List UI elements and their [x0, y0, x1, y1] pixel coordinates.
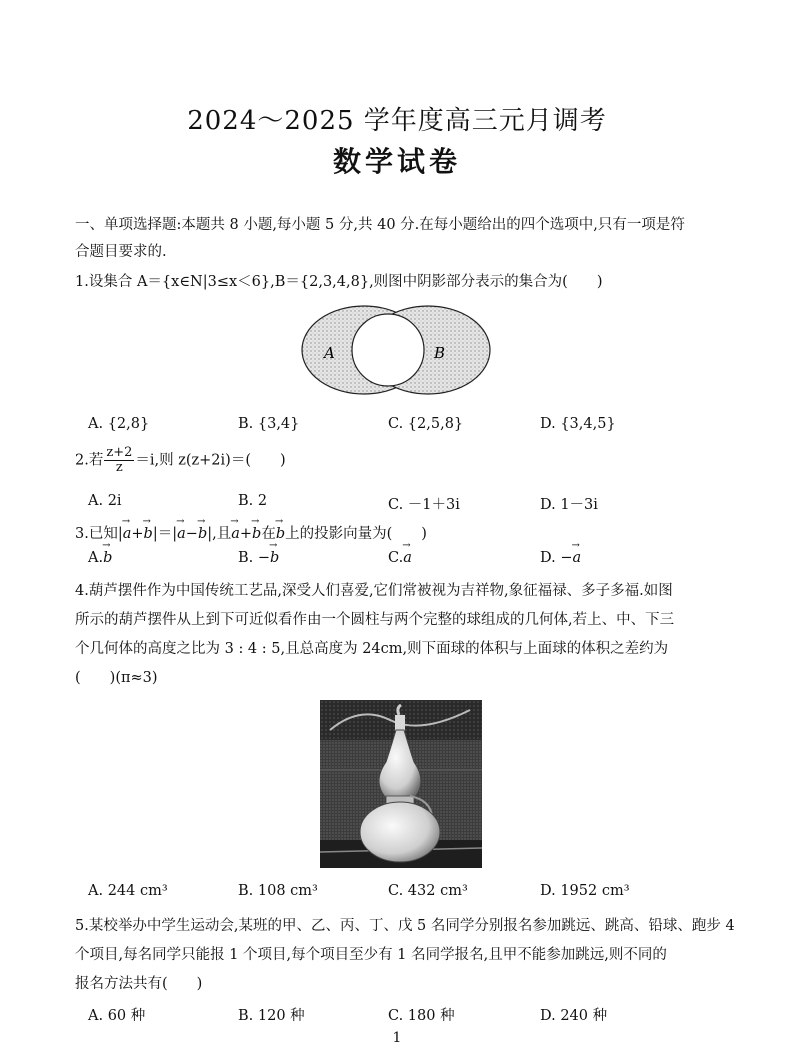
q2-fraction-numerator: z+2: [106, 445, 133, 460]
q3-option-d-label: D. −: [540, 550, 573, 566]
vector-a: → a: [177, 526, 186, 542]
q2-option-d: D. 1－3i: [540, 497, 598, 513]
q2-prefix: 2.若: [75, 452, 104, 469]
gourd-photo: [320, 700, 482, 868]
vector-b: → b: [270, 550, 279, 566]
exam-title-line1: 2024～2025 学年度高三元月调考: [187, 106, 607, 136]
q3-plus: +: [131, 526, 144, 542]
q3-mid: |＝|: [152, 526, 178, 542]
venn-label-b: B: [434, 344, 446, 362]
q5-option-b: B. 120 种: [238, 1008, 305, 1024]
section-intro-line2: 合题目要求的.: [75, 244, 167, 260]
q3-stem: [75, 522, 427, 543]
venn-intersection: [352, 314, 424, 386]
q2-fraction-denominator: z: [115, 460, 123, 475]
q1-stem: 1.设集合 A＝{x∈N|3≤x＜6},B＝{2,3,4,8},则图中阴影部分表示的集合为( ): [75, 274, 603, 290]
exam-title-line2: 数学试卷: [332, 145, 461, 178]
q3-option-c: [388, 550, 412, 566]
q3-option-b-label: B. −: [238, 550, 271, 566]
q3-option-c-label: C.: [388, 550, 404, 566]
q5-line1: 5.某校举办中学生运动会,某班的甲、乙、丙、丁、戊 5 名同学分别报名参加跳远、跳高、铅球、跑步 4: [75, 918, 735, 934]
vector-a: → a: [231, 526, 240, 542]
q4-option-d: D. 1952 cm³: [540, 883, 630, 899]
vector-a: → a: [123, 526, 132, 542]
q4-line3: 个几何体的高度之比为 3 : 4 : 5,且总高度为 24cm,则下面球的体积与上面球的体积之差约为: [75, 641, 669, 657]
q3-option-d: [540, 550, 581, 566]
q4-line2: 所示的葫芦摆件从上到下可近似看作由一个圆柱与两个完整的球组成的几何体,若上、中、下三: [75, 612, 675, 628]
vector-b: → b: [103, 550, 112, 566]
q5-line2: 个项目,每名同学只能报 1 个项目,每个项目至少有 1 名同学报名,且甲不能参加跳远,则不同的: [75, 947, 667, 963]
q1-option-a: A. {2,8}: [88, 416, 150, 432]
q5-line3: 报名方法共有( ): [75, 976, 203, 992]
venn-diagram: [298, 302, 494, 398]
q4-option-b: B. 108 cm³: [238, 883, 318, 899]
q3-option-a-label: A.: [88, 550, 104, 566]
q5-option-a: A. 60 种: [88, 1008, 146, 1024]
q3-stem-part2: |,且: [207, 526, 232, 542]
q5-option-d: D. 240 种: [540, 1008, 608, 1024]
q4-line4: ( )(π≈3): [75, 670, 158, 686]
vector-b: → b: [276, 526, 285, 542]
q4-option-c: C. 432 cm³: [388, 883, 468, 899]
q3-option-a: [88, 550, 112, 566]
vector-b: → b: [198, 526, 207, 542]
venn-label-a: A: [324, 344, 335, 362]
q3-stem-part1: 3.已知|: [75, 526, 123, 542]
q1-option-d: D. {3,4,5}: [540, 416, 616, 432]
page-number: 1: [392, 1030, 402, 1046]
q2-option-c: C. －1＋3i: [388, 497, 460, 513]
q2-suffix: ＝i,则 z(z+2i)＝( ): [135, 452, 286, 469]
q2-fraction: [104, 446, 134, 475]
q3-minus: −: [185, 526, 198, 542]
q2-option-a: A. 2i: [88, 493, 122, 509]
q1-option-b: B. {3,4}: [238, 416, 300, 432]
q3-plus: +: [239, 526, 253, 542]
vector-b: → b: [144, 526, 153, 542]
section-intro-line1: 一、单项选择题:本题共 8 小题,每小题 5 分,共 40 分.在每小题给出的四个选项中,只有一项是符: [75, 217, 685, 233]
q4-line1: 4.葫芦摆件作为中国传统工艺品,深受人们喜爱,它们常被视为吉祥物,象征福禄、多子多福.如图: [75, 583, 673, 599]
q3-stem-part4: 上的投影向量为( ): [285, 526, 427, 542]
q3-stem-part3: 在: [261, 526, 276, 542]
q2-option-b: B. 2: [238, 493, 268, 509]
q1-option-c: C. {2,5,8}: [388, 416, 464, 432]
q2-stem: [75, 446, 286, 475]
vector-a: → a: [572, 550, 581, 566]
vector-b: → b: [252, 526, 261, 542]
q5-option-c: C. 180 种: [388, 1008, 455, 1024]
q3-option-b: [238, 550, 279, 566]
q4-option-a: A. 244 cm³: [88, 883, 168, 899]
vector-a: → a: [403, 550, 412, 566]
